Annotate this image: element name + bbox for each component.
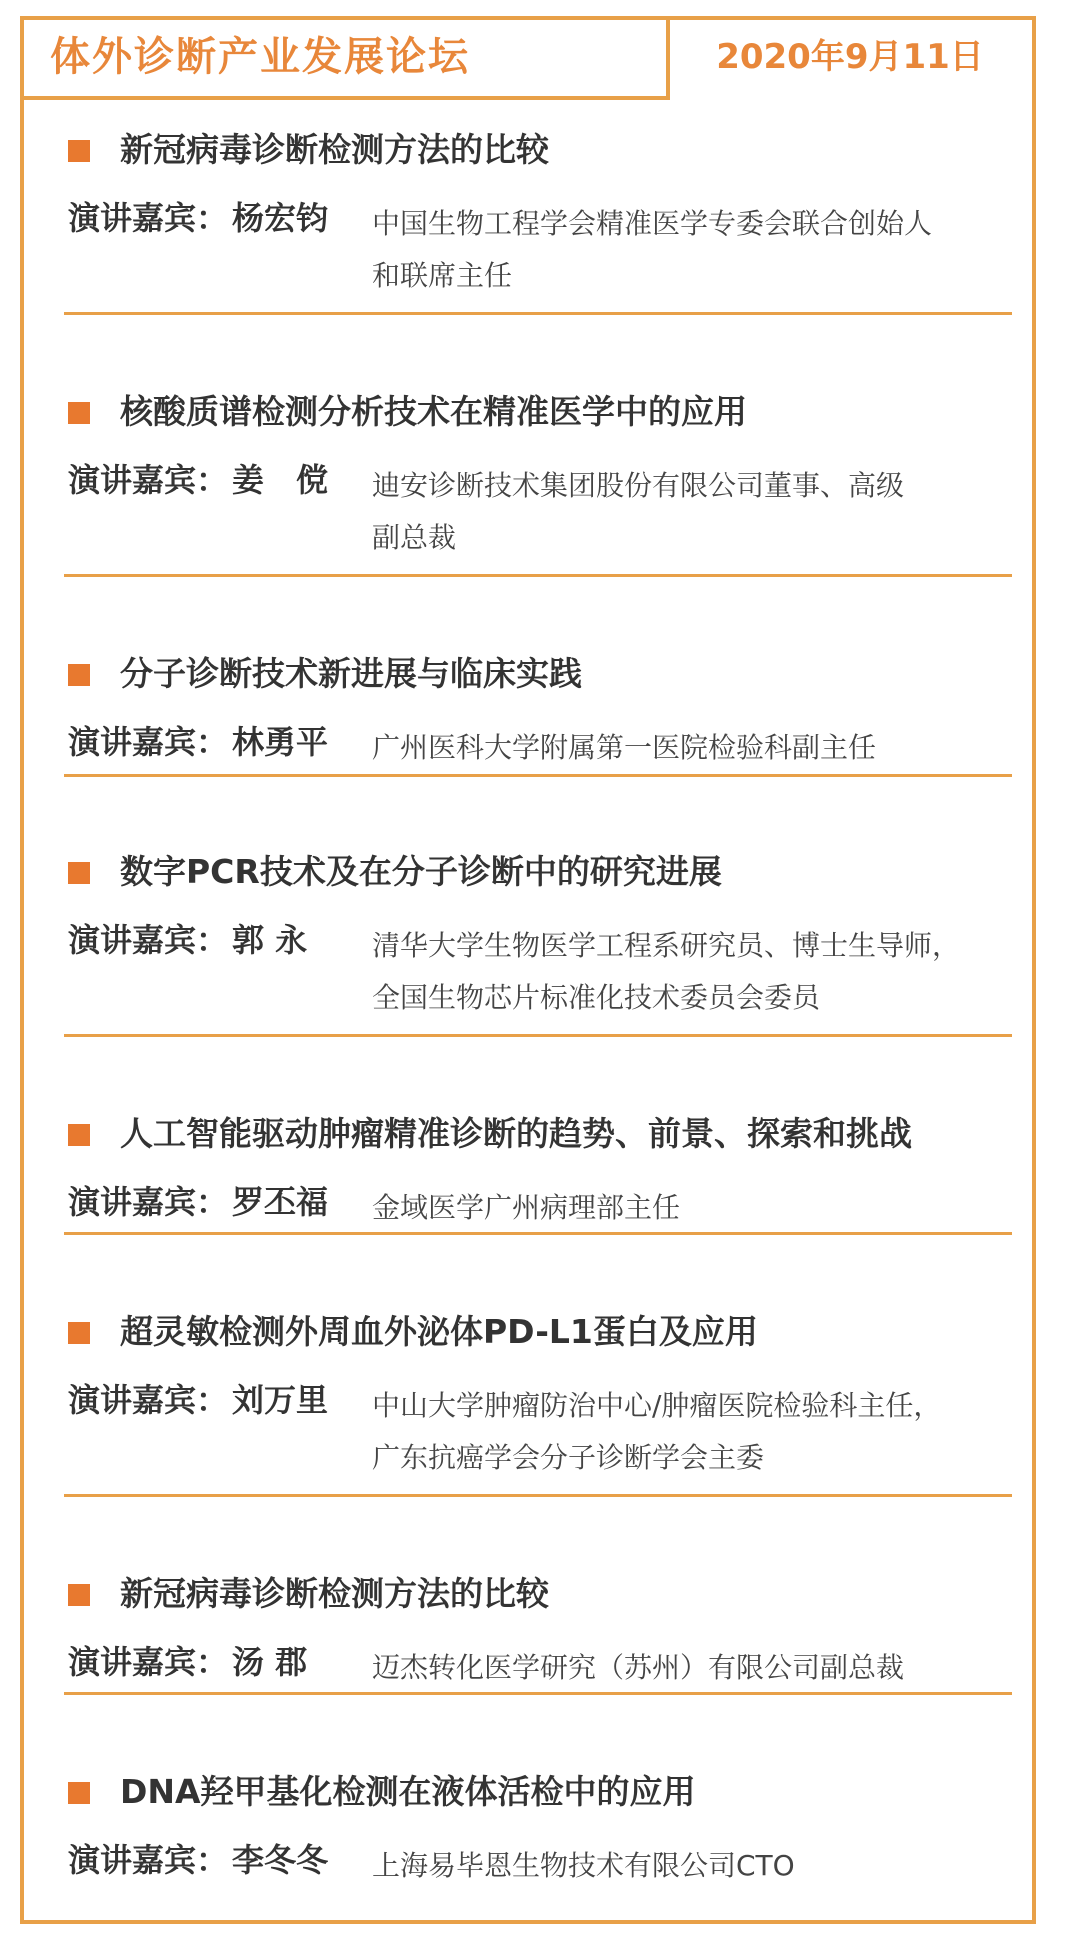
speaker-label: 演讲嘉宾： xyxy=(68,1381,229,1419)
affiliation-line: 中山大学肿瘤防治中心/肿瘤医院检验科主任， xyxy=(372,1389,942,1422)
square-bullet-icon xyxy=(68,664,90,686)
speaker-label: 演讲嘉宾： xyxy=(68,723,229,761)
speaker-affiliation xyxy=(372,1182,1012,1234)
affiliation-line: 广州医科大学附属第一医院检验科副主任 xyxy=(372,731,877,764)
forum-title: 体外诊断产业发展论坛 xyxy=(50,34,470,80)
speaker-affiliation xyxy=(372,920,1012,1024)
talk-title: 分子诊断技术新进展与临床实践 xyxy=(120,654,582,693)
square-bullet-icon xyxy=(68,402,90,424)
square-bullet-icon xyxy=(68,1584,90,1606)
speaker-affiliation xyxy=(372,1840,1012,1892)
speaker-affiliation xyxy=(372,198,1012,302)
talk-title: 人工智能驱动肿瘤精准诊断的趋势、前景、探索和挑战 xyxy=(120,1114,912,1153)
section-divider xyxy=(64,574,1012,577)
square-bullet-icon xyxy=(68,1322,90,1344)
affiliation-line: 中国生物工程学会精准医学专委会联合创始人 xyxy=(372,207,933,240)
section-divider xyxy=(64,774,1012,777)
talk-title: 数字PCR技术及在分子诊断中的研究进展 xyxy=(120,852,722,891)
talk-title: 核酸质谱检测分析技术在精准医学中的应用 xyxy=(120,392,747,431)
affiliation-line: 迪安诊断技术集团股份有限公司董事、高级 xyxy=(372,469,905,502)
speaker-label: 演讲嘉宾： xyxy=(68,1183,229,1221)
speaker-affiliation xyxy=(372,722,1012,774)
speaker-label: 演讲嘉宾： xyxy=(68,199,229,237)
speaker-affiliation xyxy=(372,460,1012,564)
section-divider xyxy=(64,1034,1012,1037)
affiliation-line: 金域医学广州病理部主任 xyxy=(372,1191,681,1224)
square-bullet-icon xyxy=(68,862,90,884)
affiliation-line: 广东抗癌学会分子诊断学会主委 xyxy=(372,1441,765,1474)
speaker-name: 李冬冬 xyxy=(232,1841,329,1879)
speaker-label: 演讲嘉宾： xyxy=(68,921,229,959)
talk-title: 超灵敏检测外周血外泌体PD-L1蛋白及应用 xyxy=(120,1312,758,1351)
speaker-name: 刘万里 xyxy=(232,1381,329,1419)
affiliation-line: 全国生物芯片标准化技术委员会委员 xyxy=(372,981,821,1014)
affiliation-line: 清华大学生物医学工程系研究员、博士生导师， xyxy=(372,929,961,962)
speaker-affiliation xyxy=(372,1380,1012,1484)
speaker-name: 郭 永 xyxy=(232,921,308,959)
square-bullet-icon xyxy=(68,1124,90,1146)
forum-date: 2020年9月11日 xyxy=(716,37,984,77)
affiliation-line: 副总裁 xyxy=(372,521,457,554)
section-divider xyxy=(64,312,1012,315)
speaker-label: 演讲嘉宾： xyxy=(68,461,229,499)
speaker-affiliation xyxy=(372,1642,1012,1694)
speaker-name: 林勇平 xyxy=(232,723,329,761)
affiliation-line: 上海易毕恩生物技术有限公司CTO xyxy=(372,1849,795,1882)
speaker-name: 杨宏钧 xyxy=(232,199,329,237)
square-bullet-icon xyxy=(68,140,90,162)
talk-title: 新冠病毒诊断检测方法的比较 xyxy=(120,1574,549,1613)
section-divider xyxy=(64,1692,1012,1695)
square-bullet-icon xyxy=(68,1782,90,1804)
talk-title: DNA羟甲基化检测在液体活检中的应用 xyxy=(120,1772,696,1811)
speaker-name: 罗丕福 xyxy=(232,1183,329,1221)
speaker-label: 演讲嘉宾： xyxy=(68,1643,229,1681)
section-divider xyxy=(64,1494,1012,1497)
speaker-name: 姜 傥 xyxy=(232,461,329,499)
speaker-label: 演讲嘉宾： xyxy=(68,1841,229,1879)
affiliation-line: 和联席主任 xyxy=(372,259,513,292)
talk-title: 新冠病毒诊断检测方法的比较 xyxy=(120,130,549,169)
section-divider xyxy=(64,1232,1012,1235)
affiliation-line: 迈杰转化医学研究（苏州）有限公司副总裁 xyxy=(372,1651,905,1684)
speaker-name: 汤 郡 xyxy=(232,1643,308,1681)
